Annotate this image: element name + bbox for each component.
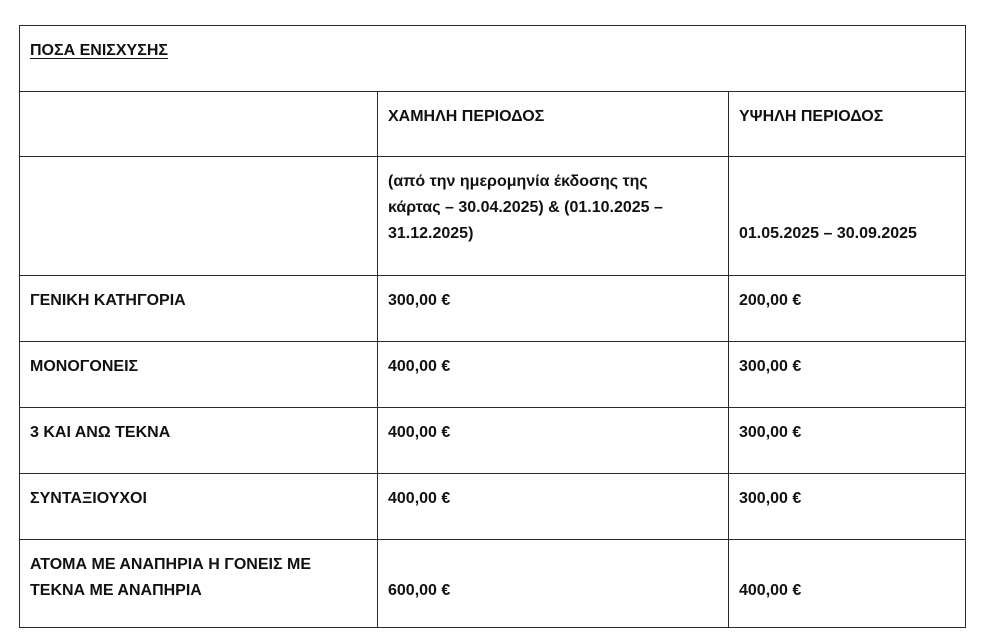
high-period-amount: 300,00 € [729, 408, 966, 474]
low-period-header: ΧΑΜΗΛΗ ΠΕΡΙΟΔΟΣ [378, 92, 729, 157]
category-name: ΣΥΝΤΑΞΙΟΥΧΟΙ [20, 474, 378, 540]
low-period-dates-line: κάρτας – 30.04.2025) & (01.10.2025 – [388, 199, 663, 216]
period-dates-row [20, 157, 966, 276]
high-period-amount: 300,00 € [729, 474, 966, 540]
table-row [20, 408, 966, 474]
period-header-row [20, 92, 966, 157]
low-period-dates-line: 31.12.2025) [388, 225, 474, 242]
high-period-dates: 01.05.2025 – 30.09.2025 [729, 157, 966, 276]
low-period-amount: 400,00 € [378, 342, 729, 408]
category-name [20, 540, 378, 628]
table-title: ΠΟΣΑ ΕΝΙΣΧΥΣΗΣ [30, 42, 168, 59]
table-row [20, 474, 966, 540]
category-name: ΜΟΝΟΓΟΝΕΙΣ [20, 342, 378, 408]
empty-dates-cell [20, 157, 378, 276]
category-name: ΓΕΝΙΚΗ ΚΑΤΗΓΟΡΙΑ [20, 276, 378, 342]
table-row [20, 540, 966, 628]
category-name-line: ΑΤΟΜΑ ΜΕ ΑΝΑΠΗΡΙΑ Η ΓΟΝΕΙΣ ΜΕ [30, 556, 312, 573]
low-period-amount: 400,00 € [378, 408, 729, 474]
low-period-amount: 400,00 € [378, 474, 729, 540]
table-row [20, 276, 966, 342]
high-period-amount: 300,00 € [729, 342, 966, 408]
low-period-dates-line: (από την ημερομηνία έκδοσης της [388, 173, 648, 190]
empty-header-cell [20, 92, 378, 157]
table-title-cell [20, 26, 966, 92]
table-title-row [20, 26, 966, 92]
table-row [20, 342, 966, 408]
category-name-line: ΤΕΚΝΑ ΜΕ ΑΝΑΠΗΡΙΑ [30, 582, 202, 599]
low-period-amount: 600,00 € [378, 540, 729, 628]
category-name: 3 ΚΑΙ ΑΝΩ ΤΕΚΝΑ [20, 408, 378, 474]
aid-amounts-table [19, 25, 966, 628]
high-period-header: ΥΨΗΛΗ ΠΕΡΙΟΔΟΣ [729, 92, 966, 157]
low-period-amount: 300,00 € [378, 276, 729, 342]
high-period-amount: 200,00 € [729, 276, 966, 342]
high-period-amount: 400,00 € [729, 540, 966, 628]
low-period-dates [378, 157, 729, 276]
